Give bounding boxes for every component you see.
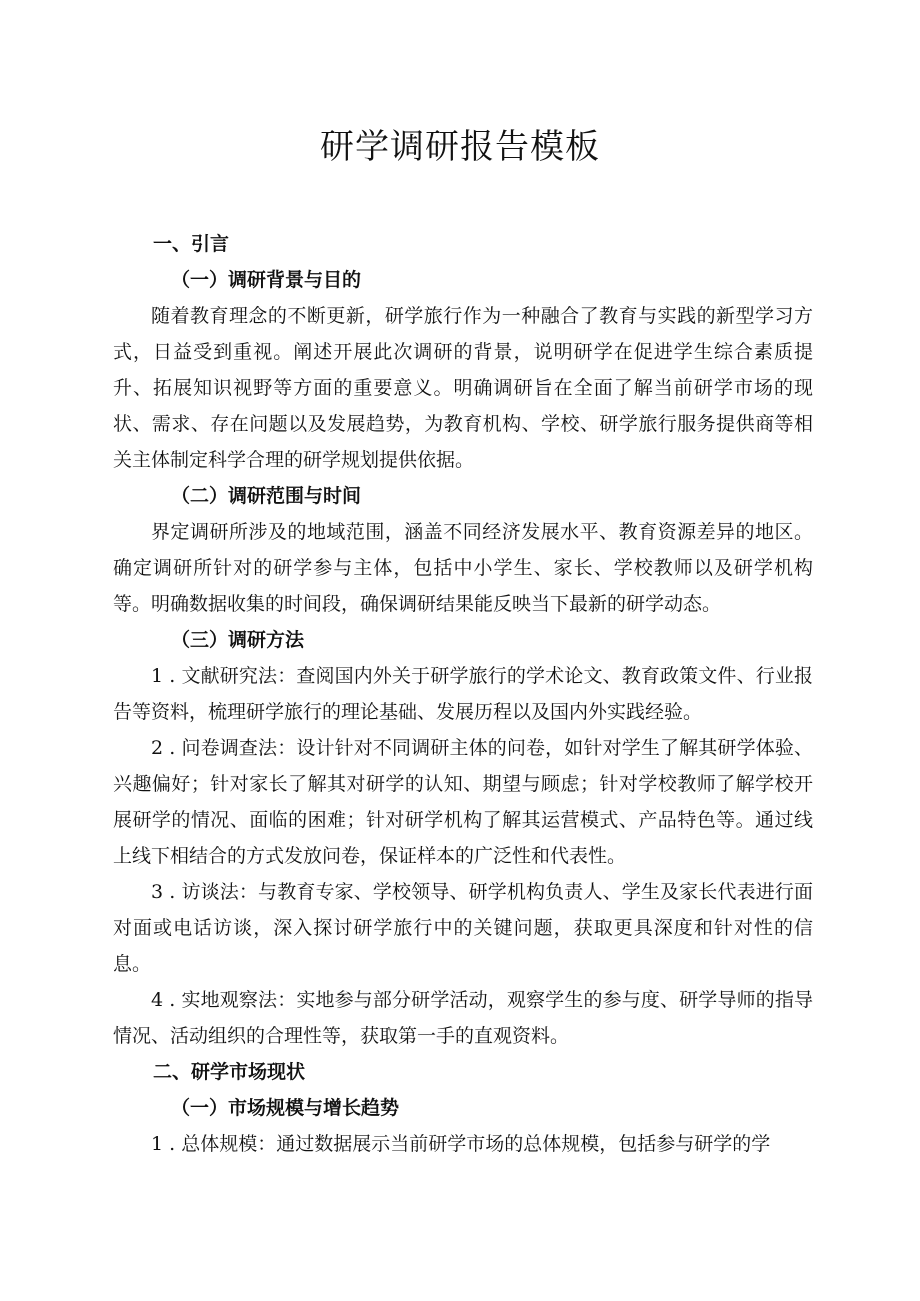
subsection-heading-scale: （一）市场规模与增长趋势 bbox=[171, 1097, 400, 1119]
subsection-heading-background: （一）调研背景与目的 bbox=[171, 269, 362, 291]
subsection-heading-scope: （二）调研范围与时间 bbox=[171, 485, 362, 507]
paragraph-scale-total: 1 . 总体规模：通过数据展示当前研学市场的总体规模，包括参与研学的学 bbox=[151, 1133, 771, 1155]
paragraph-background: 随着教育理念的不断更新，研学旅行作为一种融合了教育与实践的新型学习方式，日益受到重视。阐述开展此次调研的背景，说明研学在促进学生综合素质提升、拓展知识视野等方面的重要意义。明确调研旨在全面了解当前研学市场的现状、需求、存在问题以及发展趋势，为教育机构、学校、研学旅行服务提供商等相关主体制定科学合理的研学规划提供依据。 bbox=[113, 305, 813, 471]
paragraph-method-interview: 3 . 访谈法：与教育专家、学校领导、研学机构负责人、学生及家长代表进行面对面或电话访谈，深入探讨研学旅行中的关键问题，获取更具深度和针对性的信息。 bbox=[113, 881, 813, 975]
section-heading-market: 二、研学市场现状 bbox=[153, 1061, 306, 1083]
paragraph-method-observation: 4 . 实地观察法：实地参与部分研学活动，观察学生的参与度、研学导师的指导情况、活动组织的合理性等，获取第一手的直观资料。 bbox=[113, 989, 813, 1047]
paragraph-method-survey: 2 . 问卷调查法：设计针对不同调研主体的问卷，如针对学生了解其研学体验、兴趣偏好；针对家长了解其对研学的认知、期望与顾虑；针对学校教师了解学校开展研学的情况、面临的困难；针对研学机构了解其运营模式、产品特色等。通过线上线下相结合的方式发放问卷，保证样本的广泛性和代表性。 bbox=[113, 737, 813, 867]
subsection-heading-methods: （三）调研方法 bbox=[171, 629, 305, 651]
paragraph-method-literature: 1 . 文献研究法：查阅国内外关于研学旅行的学术论文、教育政策文件、行业报告等资料，梳理研学旅行的理论基础、发展历程以及国内外实践经验。 bbox=[113, 665, 813, 723]
page-title: 研学调研报告模板 bbox=[320, 127, 600, 167]
section-heading-intro: 一、引言 bbox=[153, 233, 230, 255]
document-body bbox=[113, 226, 813, 1162]
paragraph-scope: 界定调研所涉及的地域范围，涵盖不同经济发展水平、教育资源差异的地区。确定调研所针对的研学参与主体，包括中小学生、家长、学校教师以及研学机构等。明确数据收集的时间段，确保调研结果能反映当下最新的研学动态。 bbox=[113, 521, 813, 615]
